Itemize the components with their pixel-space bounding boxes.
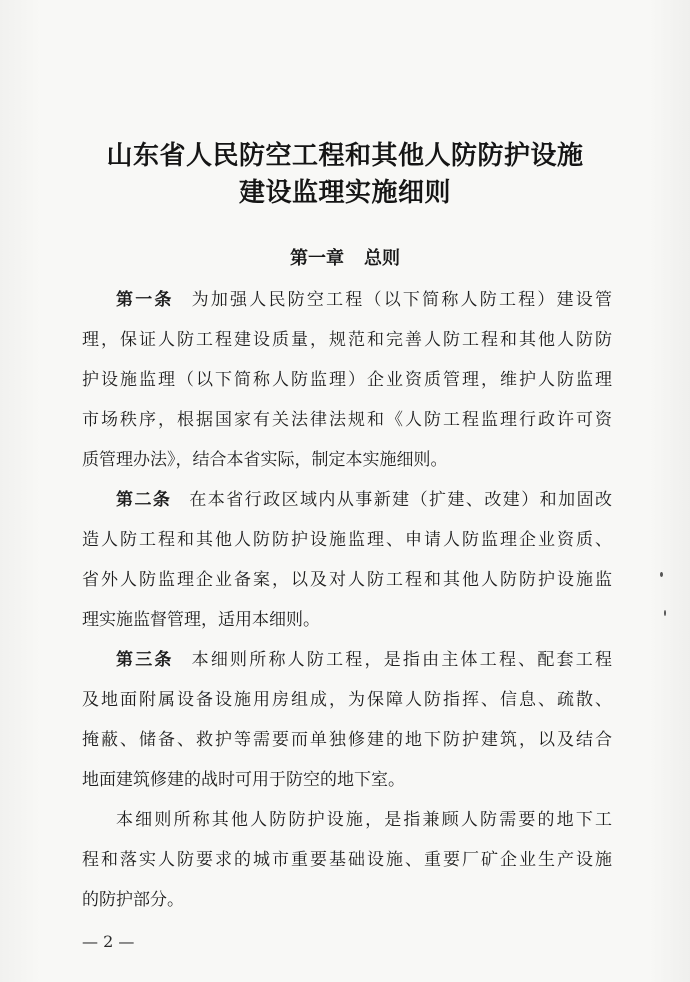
article-3-line-3: 掩蔽、储备、救护等需要而单独修建的地下防护建筑，以及结合 (82, 730, 612, 750)
article-3-label: 第三条 (116, 650, 174, 670)
article-3-line-1 (116, 640, 612, 680)
document-title-line-2: 建设监理实施细则 (238, 178, 451, 208)
article-3-line-4: 地面建筑修建的战时可用于防空的地下室。 (82, 770, 405, 790)
article-3-text: 本细则所称人防工程，是指由主体工程、配套工程 (191, 650, 612, 670)
article-1-label: 第一条 (116, 290, 174, 310)
article-1-line-2: 理，保证人防工程建设质量，规范和完善人防工程和其他人防防 (82, 330, 612, 350)
chapter-number: 第一章 (290, 248, 344, 269)
scan-speck (660, 572, 663, 577)
article-2-line-4: 理实施监督管理，适用本细则。 (82, 610, 320, 630)
article-2-line-3: 省外人防监理企业备案，以及对人防工程和其他人防防护设施监 (82, 570, 612, 590)
article-1-line-3: 护设施监理（以下简称人防监理）企业资质管理，维护人防监理 (82, 370, 612, 390)
article-2-label: 第二条 (116, 490, 172, 510)
paragraph-4-line-1: 本细则所称其他人防防护设施，是指兼顾人防需要的地下工 (116, 810, 612, 830)
scan-speck (664, 610, 666, 616)
document-title-line-1: 山东省人民防空工程和其他人防防护设施 (106, 141, 584, 171)
paragraph-4-line-3: 的防护部分。 (82, 890, 184, 910)
article-1-line-1 (116, 280, 612, 320)
article-2-text: 在本省行政区域内从事新建（扩建、改建）和加固改 (189, 490, 613, 510)
article-2-line-1 (116, 480, 612, 520)
paragraph-4-line-2: 程和落实人防要求的城市重要基础设施、重要厂矿企业生产设施 (82, 850, 612, 870)
page-number: — 2 — (82, 932, 135, 951)
article-1-text: 为加强人民防空工程（以下简称人防工程）建设管 (191, 290, 612, 310)
article-1-line-4: 市场秩序，根据国家有关法律法规和《人防工程监理行政许可资 (82, 410, 612, 430)
article-2-line-2: 造人防工程和其他人防防护设施监理、申请人防监理企业资质、 (82, 530, 612, 550)
article-1-line-5: 质管理办法》，结合本省实际，制定本实施细则。 (82, 450, 448, 470)
chapter-heading (0, 244, 690, 270)
article-3-line-2: 及地面附属设备设施用房组成，为保障人防指挥、信息、疏散、 (82, 690, 612, 710)
chapter-name: 总则 (364, 248, 400, 269)
